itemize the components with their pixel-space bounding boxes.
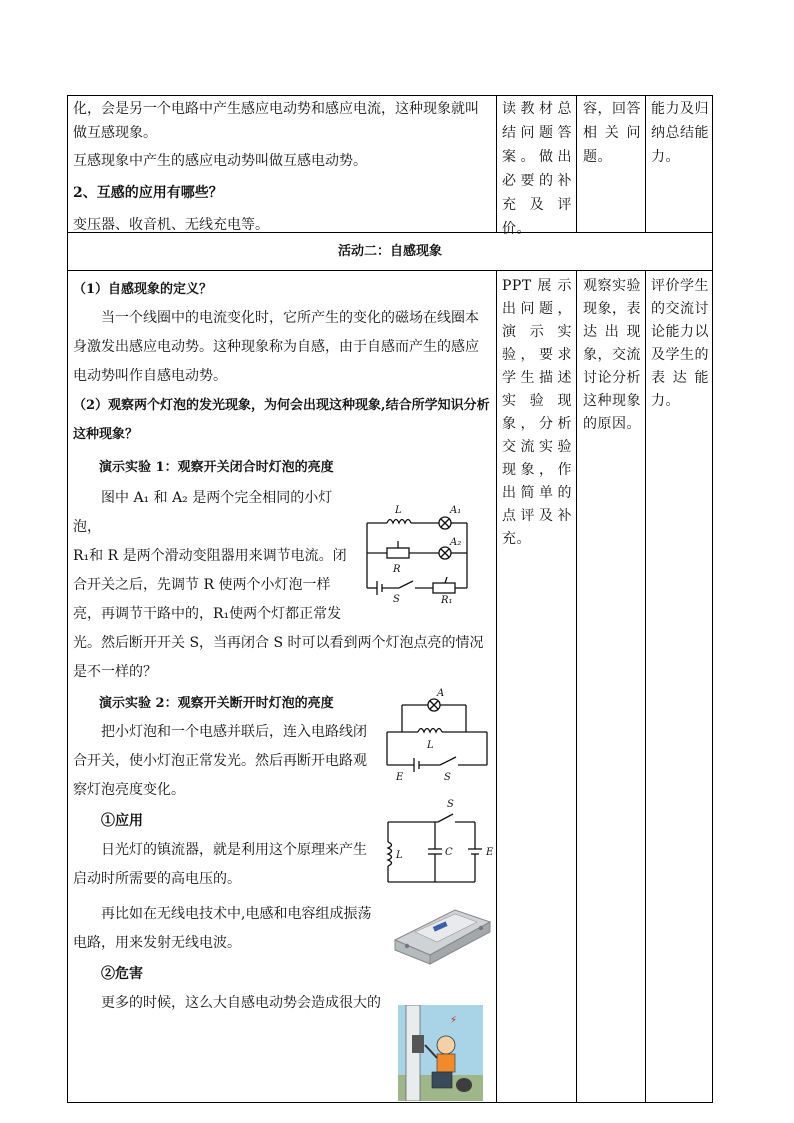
- fig3-label-E: E: [486, 847, 494, 858]
- col-divider-1a: [496, 95, 497, 232]
- exp1-line-1: 图中 A₁ 和 A₂ 是两个完全相同的小灯泡，: [73, 490, 333, 535]
- top-student-cell: 容，回答相关问题。: [583, 101, 641, 165]
- self-induction-definition: 当一个线圈中的电流变化时，它所产生的变化的磁场在线圈本身激发出感应电动势。这种现象称为自感，由于自感而产生的感应电动势叫作自感电动势。: [73, 310, 479, 384]
- exp1-line-5: 光。然后断开开关 S，当再闭合 S 时可以看到两个灯泡点亮的情况是不一样的？: [73, 635, 484, 680]
- question-1: （1）自感现象的定义？: [73, 282, 213, 297]
- col-divider-1b: [496, 270, 497, 1103]
- col-divider-2a: [576, 95, 577, 232]
- exp1-line-4: 亮，再调节干路中的，R₁使两个灯都正常发: [73, 606, 342, 622]
- fig1-label-S: S: [393, 594, 400, 605]
- mutual-application-answer: 变压器、收音机、无线充电等。: [73, 217, 269, 233]
- exp1-line-2: R₁和 R 是两个滑动变阻器用来调节电流。闭: [73, 548, 347, 564]
- experiment-1-title: 演示实验 1：观察开关闭合时灯泡的亮度: [99, 460, 334, 475]
- circuit-diagram-3: [383, 797, 498, 892]
- harm-title: ②危害: [101, 966, 143, 982]
- col-divider-2b: [576, 270, 577, 1103]
- electric-hazard-illustration: [398, 1005, 483, 1101]
- fig2-label-L: L: [427, 740, 434, 751]
- app-line-4: 电路，用来发射无线电波。: [73, 935, 241, 951]
- svg-text:⚡: ⚡: [450, 1015, 458, 1026]
- fig2-label-S: S: [444, 772, 451, 782]
- circuit-diagram-2: [382, 687, 492, 782]
- ballast-photo: [385, 900, 495, 970]
- top-eval-cell: 能力及归纳总结能力。: [651, 101, 709, 165]
- exp1-line-3: 合开关之后，先调节 R 使两个小灯泡一样: [73, 577, 331, 593]
- activity-title: 活动二：自感现象: [337, 244, 442, 259]
- mutual-induction-text: 化，会是另一个电路中产生感应电动势和感应电流，这种现象就叫做互感现象。: [73, 101, 479, 141]
- harm-line-1: 更多的时候，这么大自感电动势会造成很大的: [101, 995, 381, 1011]
- top-content-cell: [73, 97, 491, 237]
- app-line-2: 启动时所需要的高电压的。: [73, 871, 241, 887]
- app-line-1: 日光灯的镇流器，就是利用这个原理来产生: [101, 842, 367, 858]
- mutual-application-question: 2、互感的应用有哪些？: [73, 185, 223, 201]
- table-border-bottom: [67, 1102, 713, 1103]
- question-2: （2）观察两个灯泡的发光现象，为何会出现这种现象,结合所学知识分析这种现象？: [73, 398, 490, 442]
- exp2-line-2: 合开关，使小灯泡正常发光。然后再断开电路观: [73, 753, 367, 769]
- fig3-label-S: S: [447, 799, 454, 810]
- col-divider-3a: [645, 95, 646, 232]
- mutual-emf-text: 互感现象中产生的感应电动势叫做互感电动势。: [73, 153, 367, 169]
- fig1-label-A1: A₁: [450, 505, 462, 516]
- table-border-top: [67, 95, 713, 96]
- row-divider-2: [67, 270, 713, 271]
- exp2-line-1: 把小灯泡和一个电感并联后，连入电路线闭: [101, 724, 367, 740]
- fig1-label-L: L: [395, 505, 402, 516]
- application-title: ①应用: [101, 813, 143, 829]
- teacher-activity-cell: PPT展示出问题，演示实验，要求学生描述实验现象，分析交流实验现象，作出简单的点评及补充。: [502, 278, 572, 547]
- top-teacher-cell: 读教材总结问题答案。做出必要的补充及评价。: [502, 101, 572, 237]
- fig1-label-R: R: [393, 564, 401, 575]
- fig1-label-R1: R₁: [441, 595, 453, 606]
- circuit-diagram-1: [357, 503, 477, 608]
- lesson-table: [67, 95, 713, 1103]
- app-line-3: 再比如在无线电技术中,电感和电容组成振荡: [101, 906, 372, 922]
- col-divider-3b: [645, 270, 646, 1103]
- evaluation-cell: 评价学生的交流讨论能力以及学生的表达能力。: [651, 278, 709, 409]
- fig2-label-E: E: [396, 772, 404, 782]
- student-activity-cell: 观察实验现象，表达出现象，交流讨论分析这种现象的原因。: [583, 278, 641, 432]
- exp2-line-3: 察灯泡亮度变化。: [73, 782, 185, 798]
- experiment-2-title: 演示实验 2：观察开关断开时灯泡的亮度: [99, 696, 334, 711]
- fig3-label-C: C: [445, 847, 453, 858]
- fig2-label-A: A: [437, 688, 445, 699]
- fig1-label-A2: A₂: [450, 537, 462, 548]
- fig3-label-L: L: [396, 850, 403, 861]
